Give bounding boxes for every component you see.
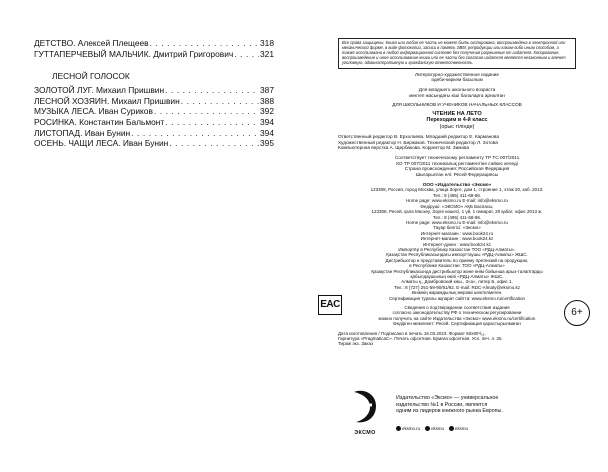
credit-line: Ответственный редактор В. Ерхолаева. Младший редактор Е. Карманова — [338, 133, 499, 139]
toc-entry-page: 392 — [260, 106, 274, 117]
credits — [338, 134, 576, 151]
origin — [338, 166, 576, 177]
toc-leader-dots — [181, 96, 259, 107]
toc-entry-page: 321 — [260, 48, 274, 59]
publisher-line: Импортёр в Республику Казахстан ТОО «РДЦ-Алматы». — [398, 246, 516, 252]
toc-top-list — [34, 38, 274, 59]
toc-bottom-list — [34, 85, 274, 149]
toc-leader-dots — [154, 106, 259, 117]
credit-line: Художественный редактор Н. Биржаков. Технический редактор Л. Зотова — [338, 139, 498, 145]
publisher-lines — [338, 187, 576, 301]
toc-entry-page: 387 — [260, 85, 274, 96]
origin-line: Страна происхождения: Российская Федерация — [404, 166, 510, 172]
compliance — [338, 155, 576, 166]
publisher-line: Алматы қ., Домбровский көш., 3«а», литер Б, офис 1. — [401, 279, 513, 285]
publisher-line: Тел.: 8 (727) 251-59-90/91/92. E-mail: RDC-Almaty@eksmo.kz — [393, 284, 521, 290]
print-data-line: Дата изготовления / Подписано в печать 16.03.2023. Формат 60x90¹/₁₆. — [338, 330, 486, 336]
publisher-line: Қазақстан Республикасында дистрибьютор және өнім бойынша арыз-талаптарды — [371, 268, 543, 274]
genre: Литературно-художественное издание — [415, 71, 499, 77]
telegram-icon — [449, 426, 454, 431]
age-rating-badge: 6+ — [564, 300, 590, 326]
print-data-line: Гарнитура «PragmaticaC». Печать офсетная. Бумага офсетная. Усл. печ. л. 25. — [338, 336, 503, 342]
toc-entry-title: МУЗЫКА ЛЕСА. Иван Суриков — [34, 106, 153, 117]
publisher-line: Қазақстан Республикасындағы импорттаушы «РДЦ-Алматы» ЖШС. — [386, 252, 528, 258]
book-title: ЧТЕНИЕ НА ЛЕТО — [432, 111, 482, 118]
section-heading: ЛЕСНОЙ ГОЛОСОК — [52, 71, 130, 82]
toc-entry-page: 394 — [260, 127, 274, 138]
publisher-line: 123308, Ресей, қала Мәскеу, Зорге көшесі, 1 үй, 1 ғимарат, 20 қабат, офис 2013 ж. — [371, 209, 543, 215]
publisher-line: қабылдаушының өкілі «РДЦ-Алматы» ЖШС, — [410, 273, 504, 279]
publisher-line: 123308, Россия, город Москва, улица Зорге, дом 1, строение 1, этаж 20, каб. 2013. — [370, 187, 544, 193]
toc-entry — [34, 85, 274, 96]
toc-entry-page: 395 — [260, 138, 274, 149]
age-group: Для младшего школьного возраста — [418, 86, 496, 92]
toc-leader-dots — [150, 38, 259, 49]
publisher-line: Тауар белгісі: «Эксмо» — [433, 225, 481, 231]
toc-entry — [34, 138, 274, 149]
compliance-line: Соответствует техническому регламенту ТР ТС 007/2011 — [394, 154, 520, 160]
eksmo-logo-icon — [348, 388, 382, 428]
toc-entry — [34, 106, 274, 117]
publisher-line: Home page: www.eksmo.ru E-mail: info@eksmo.ru — [406, 219, 508, 225]
credit-line: Компьютерная верстка А. Щербакова. Корректор М. Зимова — [338, 145, 470, 151]
age-group-kz: мектеп жасындағы кіші балаларға арналған — [409, 92, 505, 98]
compliance-line: КО ТР 007/2011 техникалық регламентіне сәйкес келеді — [396, 160, 518, 166]
publisher-line: Өндіруші: «ЭКСМО» АҚБ Баспасы, — [420, 203, 494, 209]
publisher-line: Интернет-дүкен : www.book24.kz — [422, 241, 492, 247]
toc-entry-page: 318 — [260, 38, 274, 48]
globe-icon — [396, 426, 401, 431]
toc-entry — [34, 96, 274, 107]
print-data — [338, 331, 576, 347]
imprint-page — [338, 38, 576, 347]
toc-entry — [34, 128, 274, 139]
toc-entry-title: ОСЕНЬ. ЧАЩИ ЛЕСА. Иван Бунин — [34, 138, 169, 149]
toc-entry — [34, 117, 274, 128]
toc-entry-title: ЛИСТОПАД. Иван Бунин — [34, 127, 131, 138]
social-link-label: eksmo — [431, 426, 444, 431]
social-link-label: eksmo — [455, 426, 468, 431]
toc-leader-dots — [165, 85, 259, 96]
certification-line: можно получить на сайте Издательства «Эксмо» www.eksmo.ru/certification — [378, 315, 536, 321]
book-subtitle: Переходим в 4-й класс — [426, 117, 488, 124]
book-subtitle-kz: (орыс тілінде) — [439, 123, 475, 130]
toc-entry-title: ЗОЛОТОЙ ЛУГ. Михаил Пришвин — [34, 85, 165, 96]
publisher-line: Сертификация туралы ақпарат сайтта: www.eksmo.ru/certification — [389, 295, 525, 301]
vk-icon — [425, 426, 430, 431]
slogan-line: одним из лидеров книжного рынка Европы. — [396, 408, 503, 415]
publisher-line: Тел.: 8 (495) 411-68-86. — [432, 192, 482, 198]
certification-line: Сведения о подтверждении соответствия издания — [404, 305, 510, 311]
slogan-line: Издательство «Эксмо» — универсальное — [396, 395, 499, 401]
toc-leader-dots — [165, 117, 259, 128]
publisher-line: в Республике Казахстан: ТОО «РДЦ-Алматы» — [409, 263, 505, 269]
toc-entry-title: РОСИНКА. Константин Бальмонт — [34, 116, 165, 127]
toc-leader-dots — [131, 128, 259, 139]
certification-line: согласно законодательству РФ о техническом регулировании — [392, 310, 522, 316]
toc-entry — [34, 38, 274, 49]
publisher-name: ООО «Издательство «Эксмо» — [422, 181, 492, 187]
social-link[interactable] — [449, 426, 468, 431]
eac-mark: EAC — [318, 295, 342, 315]
toc-entry-title: ГУТТАПЕРЧЕВЫЙ МАЛЬЧИК. Дмитрий Григорович — [34, 48, 234, 59]
publisher-line: Home page: www.eksmo.ru E-mail: info@eksmo.ru — [406, 198, 508, 204]
slogan-line: издательство №1 в России, является — [396, 401, 488, 408]
publisher-line: Дистрибьютор и представитель по приему претензий на продукцию, — [385, 257, 529, 263]
toc-leader-dots — [169, 138, 259, 149]
publisher-line: Өнімнің жарамдылық мерзімі шектелмеген. — [411, 290, 503, 296]
toc-entry-page: 394 — [260, 116, 274, 127]
origin-line: Шығарылған елі: Ресей Федерациясы — [415, 172, 499, 178]
print-data-line: Тираж экз. Заказ — [338, 341, 374, 347]
publisher-line: Интернет-магазин : www.book24.kz — [420, 236, 494, 242]
social-links — [396, 426, 468, 431]
certification-lines — [338, 305, 576, 327]
genre-kz: әдеби-көркем басылым — [431, 77, 483, 83]
logo-text: ЭКСМО — [354, 430, 376, 436]
toc-entry — [34, 49, 274, 60]
toc-entry-title: ЛЕСНОЙ ХОЗЯИН. Михаил Пришвин — [34, 95, 180, 106]
social-link[interactable] — [396, 426, 420, 431]
toc-leader-dots — [234, 49, 259, 60]
publisher-slogan — [396, 395, 572, 415]
audience: ДЛЯ ШКОЛЬНИКОВ И УЧЕНИКОВ НАЧАЛЬНЫХ КЛАССОВ — [392, 102, 522, 108]
toc-entry-title: ДЕТСТВО. Алексей Плещеев — [34, 38, 149, 48]
social-link[interactable] — [425, 426, 444, 431]
certification-line: Өндірген мемлекет: Ресей. Сертификация қарастырылмаған — [393, 321, 521, 327]
rights-notice: Все права защищены. Книга или любая ее часть не может быть скопирована, воспроизведена в электронной или механической форме, в виде фотокопии, записи в память ЭВМ, репродукции или каким-либо иным способом, а также использована в любой информационной системе без получения разрешения от издателя. Копирование, воспроизведение и иное использование книги или ее части без согласия издателя является незаконным и влечет уголовную, административную и гражданскую ответственность. — [338, 38, 576, 69]
publisher-line: Интернет-магазин : www.book24.ru — [420, 230, 494, 236]
social-link-label: eksmo.ru — [402, 426, 421, 431]
table-of-contents — [34, 38, 274, 149]
toc-entry-page: 388 — [260, 95, 274, 106]
publisher-line: Тел.: 8 (495) 411-68-86. — [432, 214, 482, 220]
